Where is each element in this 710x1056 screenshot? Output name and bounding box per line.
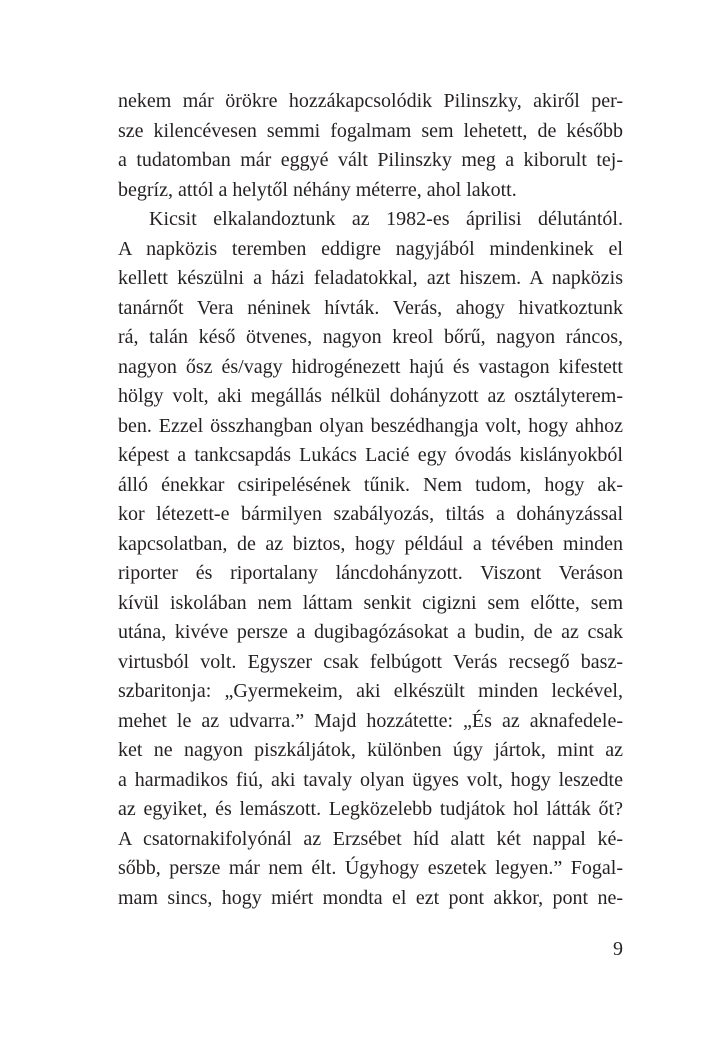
text-line — [118, 707, 623, 737]
text-line — [118, 648, 623, 678]
text-line — [118, 766, 623, 796]
text-line-content: ket ne nagyon piszkáljátok, különben úgy jártok, mint az — [118, 739, 623, 761]
text-line — [118, 264, 623, 294]
text-line — [118, 677, 623, 707]
text-line — [118, 117, 623, 147]
text-line — [118, 294, 623, 324]
text-line-content: A napközis teremben eddigre nagyjából mindenkinek el — [118, 237, 623, 260]
text-line — [118, 825, 623, 855]
text-line-content: rá, talán késő ötvenes, nagyon kreol bőrű, nagyon ráncos, — [118, 326, 623, 348]
text-line — [118, 441, 623, 471]
text-line-content: képest a tankcsapdás Lukács Lacié egy óvodás kislányokból — [118, 444, 623, 466]
text-line-content: nekem már örökre hozzákapcsolódik Pilinszky, akiről per- — [118, 90, 623, 112]
text-line-content: álló énekkar csiripelésének tűnik. Nem tudom, hogy ak- — [118, 473, 623, 496]
text-line — [118, 854, 623, 884]
text-line — [118, 323, 623, 353]
text-line — [118, 146, 623, 176]
text-line — [118, 87, 623, 117]
text-line-content: sőbb, persze már nem élt. Úgyhogy eszetek legyen.” Fogal- — [118, 857, 623, 879]
text-line — [118, 559, 623, 589]
text-line — [118, 176, 623, 206]
text-line-content: hölgy volt, aki megállás nélkül dohányzott az osztályterem- — [118, 385, 623, 407]
text-line-content: riporter és riportalany láncdohányzott. Viszont Veráson — [118, 562, 623, 584]
text-line-content: Kicsit elkalandoztunk az 1982-es áprilisi délutántól. — [149, 208, 623, 230]
text-line-content: nagyon ősz és/vagy hidrogénezett hajú és vastagon kifestett — [118, 355, 623, 378]
text-line — [118, 235, 623, 265]
text-line-content: utána, kivéve persze a dugibagózásokat a budin, de az csak — [118, 621, 623, 643]
text-line-content: kapcsolatban, de az biztos, hogy például a tévében minden — [118, 532, 623, 555]
text-line-content: a harmadikos fiú, aki tavaly olyan ügyes volt, hogy leszedte — [118, 768, 623, 791]
text-line — [118, 412, 623, 442]
text-line-content: mam sincs, hogy miért mondta el ezt pont akkor, pont ne- — [118, 886, 623, 909]
text-line — [118, 884, 623, 914]
text-line-content: szbaritonja: „Gyermekeim, aki elkészült minden leckével, — [118, 680, 623, 702]
text-line-content: kor létezett-e bármilyen szabályozás, tiltás a dohányzással — [118, 503, 623, 525]
text-block — [118, 87, 623, 913]
text-line — [118, 353, 623, 383]
page-number: 9 — [613, 938, 623, 960]
text-line — [118, 205, 623, 235]
text-line-content: az egyiket, és lemászott. Legközelebb tudjátok hol látták őt? — [118, 798, 623, 820]
text-line-content: virtusból volt. Egyszer csak felbúgott Verás recsegő basz- — [118, 650, 623, 673]
text-line — [118, 618, 623, 648]
text-line — [118, 471, 623, 501]
text-line — [118, 500, 623, 530]
text-line-content: A csatornakifolyónál az Erzsébet híd alatt két nappal ké- — [118, 827, 623, 850]
text-line — [118, 589, 623, 619]
text-line-content: tanárnőt Vera néninek hívták. Verás, ahogy hivatkoztunk — [118, 296, 623, 319]
text-line-content: begríz, attól a helytől néhány méterre, ahol lakott. — [118, 178, 517, 201]
text-line-content: kellett készülni a házi feladatokkal, azt hiszem. A napközis — [118, 267, 623, 289]
text-line-content: ben. Ezzel összhangban olyan beszédhangja volt, hogy ahhoz — [118, 414, 623, 437]
text-line-content: sze kilencévesen semmi fogalmam sem lehetett, de később — [118, 119, 623, 142]
text-line-content: mehet le az udvarra.” Majd hozzátette: „És az aknafedele- — [118, 709, 623, 732]
text-line-content: kívül iskolában nem láttam senkit cigizni sem előtte, sem — [118, 591, 623, 614]
text-line — [118, 736, 623, 766]
text-line — [118, 530, 623, 560]
text-line — [118, 382, 623, 412]
text-line-content: a tudatomban már eggyé vált Pilinszky meg a kiborult tej- — [118, 149, 623, 171]
text-line — [118, 795, 623, 825]
